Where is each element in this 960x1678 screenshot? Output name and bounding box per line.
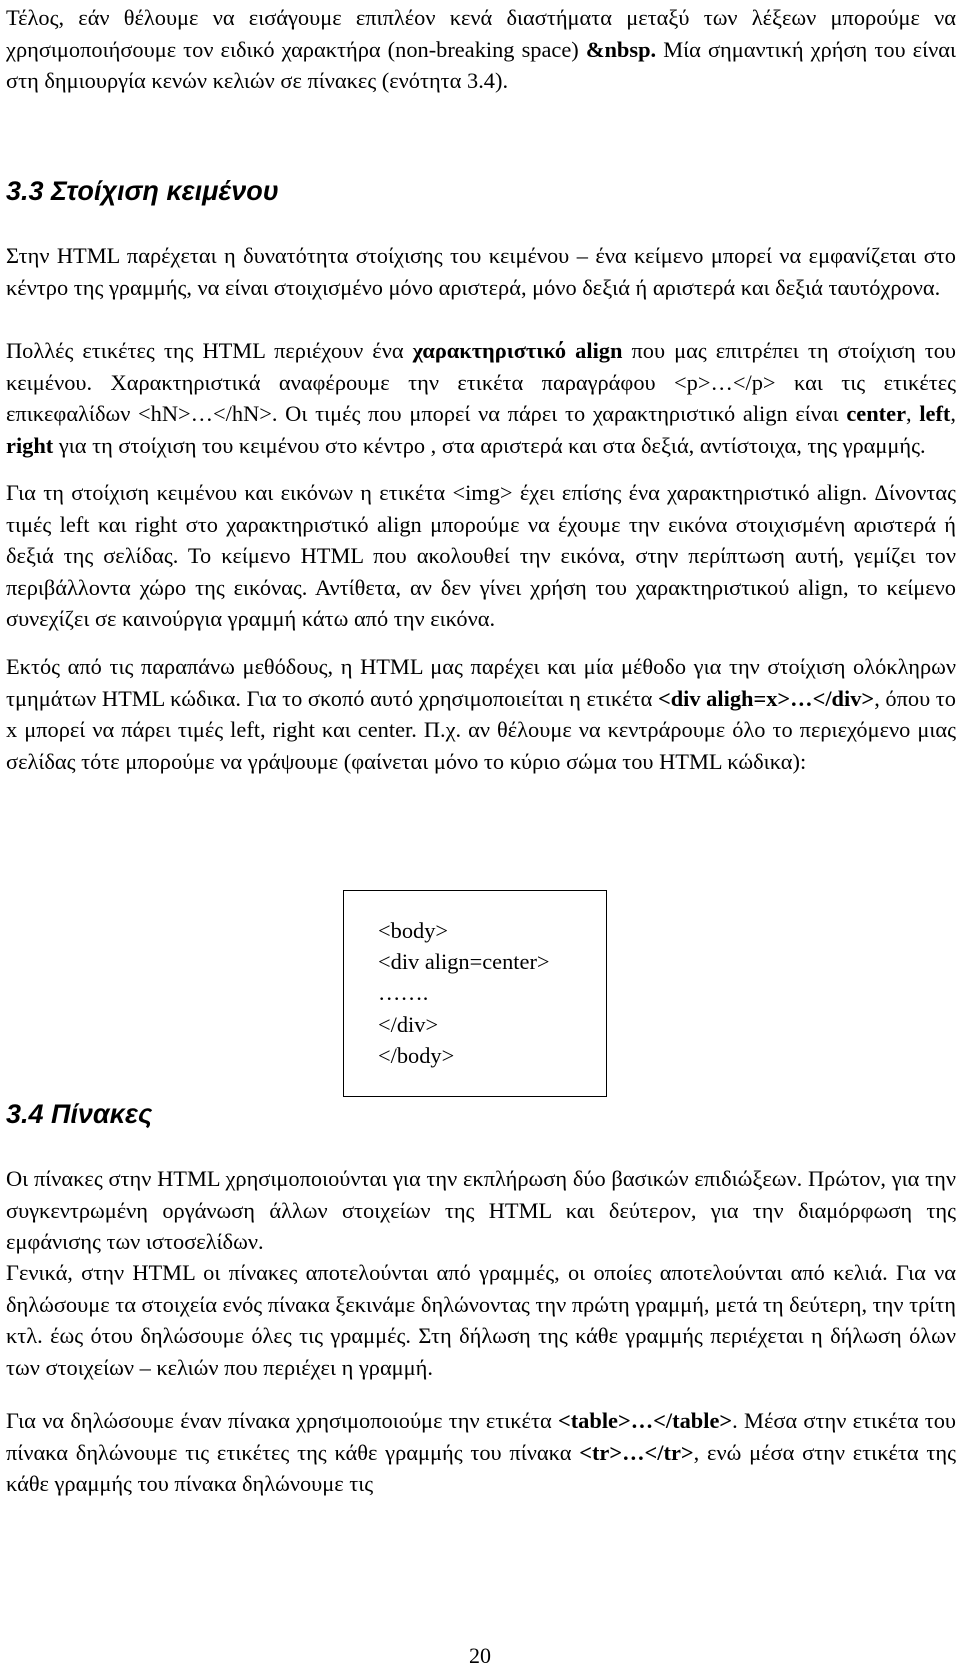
align-attribute-bold: χαρακτηριστικό align <box>412 338 623 363</box>
code-line: </div> <box>378 1011 439 1037</box>
table-tag-bold: <table>…</table> <box>557 1408 733 1433</box>
tables-paragraph-1: Οι πίνακες στην HTML χρησιμοποιούνται για την εκπλήρωση δύο βασικών επιδιώξεων. Πρώτον, για την συγκεντρωμένη οργάνωση άλλων στοιχείων της HTML και δεύτερον, για την διαμόρφωση της εμφάνισης των ιστοσελίδων. <box>6 1166 956 1255</box>
code-line: </body> <box>378 1042 455 1068</box>
section-heading-3-3: 3.3 Στοίχιση κειμένου <box>6 176 279 206</box>
p3-text-3: , ενώ μέσα στην ετικέτα της κάθε γραμμής του πίνακα δηλώνουμε τις <box>6 1439 956 1497</box>
code-line: <body> <box>378 918 449 943</box>
right-value: right <box>6 432 54 458</box>
p3-text-1: Για να δηλώσουμε έναν πίνακα χρησιμοποιούμε την ετικέτα <box>6 1408 558 1433</box>
p2-sep-2: , <box>950 401 956 427</box>
page-number: 20 <box>469 1643 491 1668</box>
p2-text-2: που μας επιτρέπει τη στοίχιση του κειμένου. Χαρακτηριστικά αναφέρουμε την ετικέτα παραγράφου <p>…</p> και τις ετικέτες επικεφαλίδων <hN>…</hN>. Οι τιμές που μπορεί να πάρει το χαρακτηριστικό align είναι <box>6 338 956 427</box>
div-tag-bold: <div aligh=x>…</div> <box>657 685 875 711</box>
code-line: <div align=center> <box>378 949 550 975</box>
intro-text: Τέλος, εάν θέλουμε να εισάγουμε επιπλέον κενά διαστήματα μεταξύ των λέξεων μπορούμε να χρησιμοποιήσουμε τον ειδικό χαρακτήρα (non-breaking space) <box>6 5 956 62</box>
tables-paragraph-3 <box>6 1405 956 1500</box>
tables-paragraph-2: Γενικά, στην HTML οι πίνακες αποτελούνται από γραμμές, οι οποίες αποτελούνται από κελιά. Για να δηλώσουμε τα στοιχεία ενός πίνακα ξεκινάμε δηλώνοντας την πρώτη γραμμή, μετά τη δεύτερη, την τρίτη κτλ. έως ότου δηλώσουμε όλες τις γραμμές. Στη δήλωση της κάθε γραμμής περιέχεται η δήλωση όλων των στοιχείων – κελιών που περιέχει η γραμμή. <box>6 1260 956 1380</box>
alignment-paragraph-1: Στην HTML παρέχεται η δυνατότητα στοίχισης του κειμένου – ένα κείμενο μπορεί να εμφανίζεται στο κέντρο της γραμμής, να είναι στοιχισμένο μόνο αριστερά, μόνο δεξιά ή αριστερά και δεξιά ταυτόχρονα. <box>6 243 956 300</box>
code-line: ……. <box>378 980 429 1006</box>
intro-text-2: Μία σημαντική χρήση του είναι στη δημιουργία κενών κελιών σε πίνακες (ενότητα 3.4). <box>6 36 956 94</box>
tr-tag-bold: <tr>…</tr> <box>579 1439 694 1465</box>
p2-text-3: για τη στοίχιση του κειμένου στο κέντρο , στα αριστερά και στα δεξιά, αντίστοιχα, της γραμμής. <box>53 432 926 458</box>
alignment-paragraph-3: Για τη στοίχιση κειμένου και εικόνων η ετικέτα <img> έχει επίσης ένα χαρακτηριστικό align. Δίνοντας τιμές left και right στο χαρακτηριστικό align μπορούμε να έχουμε την εικόνα στοιχισμένη αριστερά ή δεξιά της σελίδας. Το κείμενο HTML που ακολουθεί την εικόνα, στην περίπτωση αυτή, γεμίζει τον περιβάλλοντα χώρο της εικόνας. Αντίθετα, αν δεν γίνει χρήση του χαρακτηριστικού align, το κείμενο συνεχίζει σε καινούργια γραμμή κάτω από την εικόνα. <box>6 480 956 632</box>
p3-text-2: . Μέσα στην ετικέτα του πίνακα δηλώνουμε τις ετικέτες της κάθε γραμμής του πίνακα <box>6 1408 956 1465</box>
alignment-paragraph-4 <box>6 651 956 777</box>
code-example-box <box>343 890 607 1097</box>
section-heading-3-4: 3.4 Πίνακες <box>6 1099 153 1129</box>
p2-sep-1: , <box>906 401 920 427</box>
left-value: left <box>919 401 951 427</box>
nbsp-entity: &nbsp. <box>585 36 657 62</box>
center-value: center <box>846 401 907 427</box>
intro-paragraph <box>6 2 956 97</box>
p2-text-1: Πολλές ετικέτες της HTML περιέχουν ένα <box>6 338 413 363</box>
alignment-paragraph-2 <box>6 335 956 461</box>
p4-text-2: , όπου το x μπορεί να πάρει τιμές left, right και center. Π.χ. αν θέλουμε να κεντράρουμε όλο το περιεχόμενο μιας σελίδας τότε μπορούμε να γράψουμε (φαίνεται μόνο το κύριο σώμα του HTML κώδικα): <box>6 685 956 774</box>
p4-text-1: Εκτός από τις παραπάνω μεθόδους, η HTML μας παρέχει και μία μέθοδο για την στοίχιση ολόκληρων τμημάτων HTML κώδικα. Για το σκοπό αυτό χρησιμοποιείται η ετικέτα <box>6 654 956 711</box>
